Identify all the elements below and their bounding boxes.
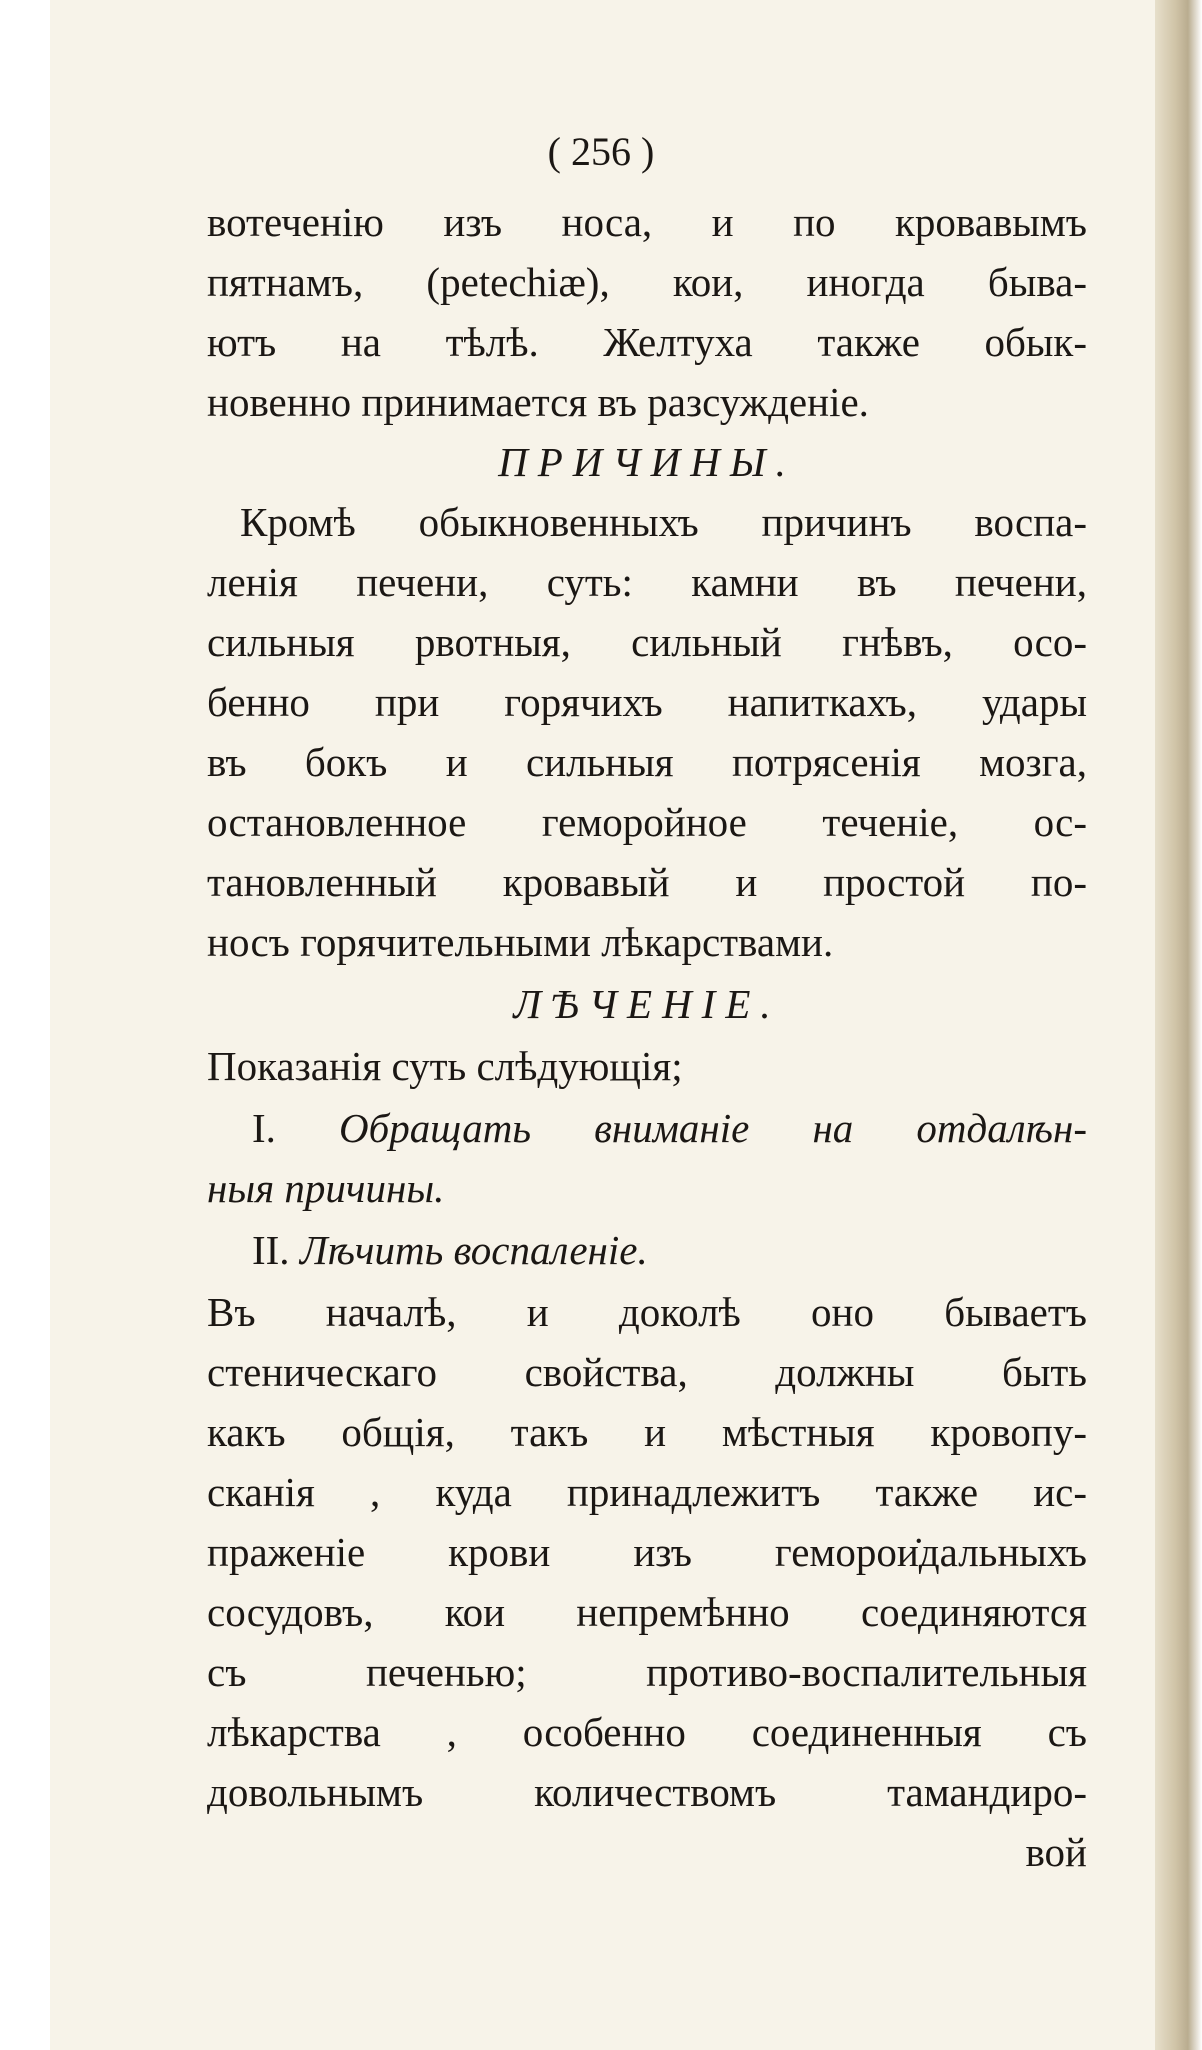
text-line: лѣкарства , особенно соединенныя съ bbox=[207, 1709, 1087, 1755]
text-line: Въ началѣ, и доколѣ оно бываетъ bbox=[207, 1289, 1087, 1335]
text-line: вотеченію изъ носа, и по кровавымъ bbox=[207, 199, 1087, 245]
indication-text: Лѣчить воспаленіе. bbox=[299, 1227, 648, 1273]
indication-1 bbox=[252, 1098, 1087, 1158]
text-line: пятнамъ, (petechiæ), кои, иногда быва- bbox=[207, 259, 1087, 305]
text-line: носъ горячительными лѣкарствами. bbox=[207, 919, 834, 965]
text-line: Показанія суть слѣдующія; bbox=[207, 1043, 683, 1089]
text-line: ютъ на тѣлѣ. Желтуха также обык- bbox=[207, 319, 1087, 365]
text-line: сканія , куда принадлежитъ также ис- bbox=[207, 1469, 1087, 1515]
catchword: вой bbox=[1025, 1829, 1087, 1875]
text-line: сосудовъ, кои непремѣнно соединяются bbox=[207, 1589, 1087, 1635]
paragraph-first-line: Кромѣ обыкновенныхъ причинъ воспа- bbox=[240, 499, 1087, 545]
section-heading-treatment: ЛѢЧЕНІЕ. bbox=[513, 981, 781, 1027]
text-line: тановленный кровавый и простой по- bbox=[207, 859, 1087, 905]
text-line: съ печенью; противо-воспалительныя bbox=[207, 1649, 1087, 1695]
text-line: ленія печени, суть: камни въ печени, bbox=[207, 559, 1087, 605]
indication-1-continued: ныя причины. bbox=[207, 1165, 445, 1211]
indication-2 bbox=[252, 1220, 1087, 1280]
text-line: какъ общія, такъ и мѣстныя кровопу- bbox=[207, 1409, 1087, 1455]
text-line: довольнымъ количествомъ тамандиро- bbox=[207, 1769, 1087, 1815]
text-line: въ бокъ и сильныя потрясенія мозга, bbox=[207, 739, 1087, 785]
text-line: праженіе крови изъ геморои̇дальныхъ bbox=[207, 1529, 1087, 1575]
indication-text: Обращать вниманіе на отдалѣн- bbox=[339, 1105, 1087, 1151]
indication-number: II. bbox=[252, 1227, 290, 1273]
page-number: ( 256 ) bbox=[547, 129, 655, 174]
text-line: стеническаго свойства, должны быть bbox=[207, 1349, 1087, 1395]
indication-number: I. bbox=[252, 1105, 276, 1151]
text-line: новенно принимается въ разсужденіе. bbox=[207, 379, 869, 425]
text-line: остановленное геморойное теченіе, ос- bbox=[207, 799, 1087, 845]
page-edge-shadow bbox=[1155, 0, 1202, 2050]
text-line: бенно при горячихъ напиткахъ, удары bbox=[207, 679, 1087, 725]
text-line: сильныя рвотныя, сильный гнѣвъ, осо- bbox=[207, 619, 1087, 665]
section-heading-causes: ПРИЧИНЫ. bbox=[498, 439, 796, 485]
